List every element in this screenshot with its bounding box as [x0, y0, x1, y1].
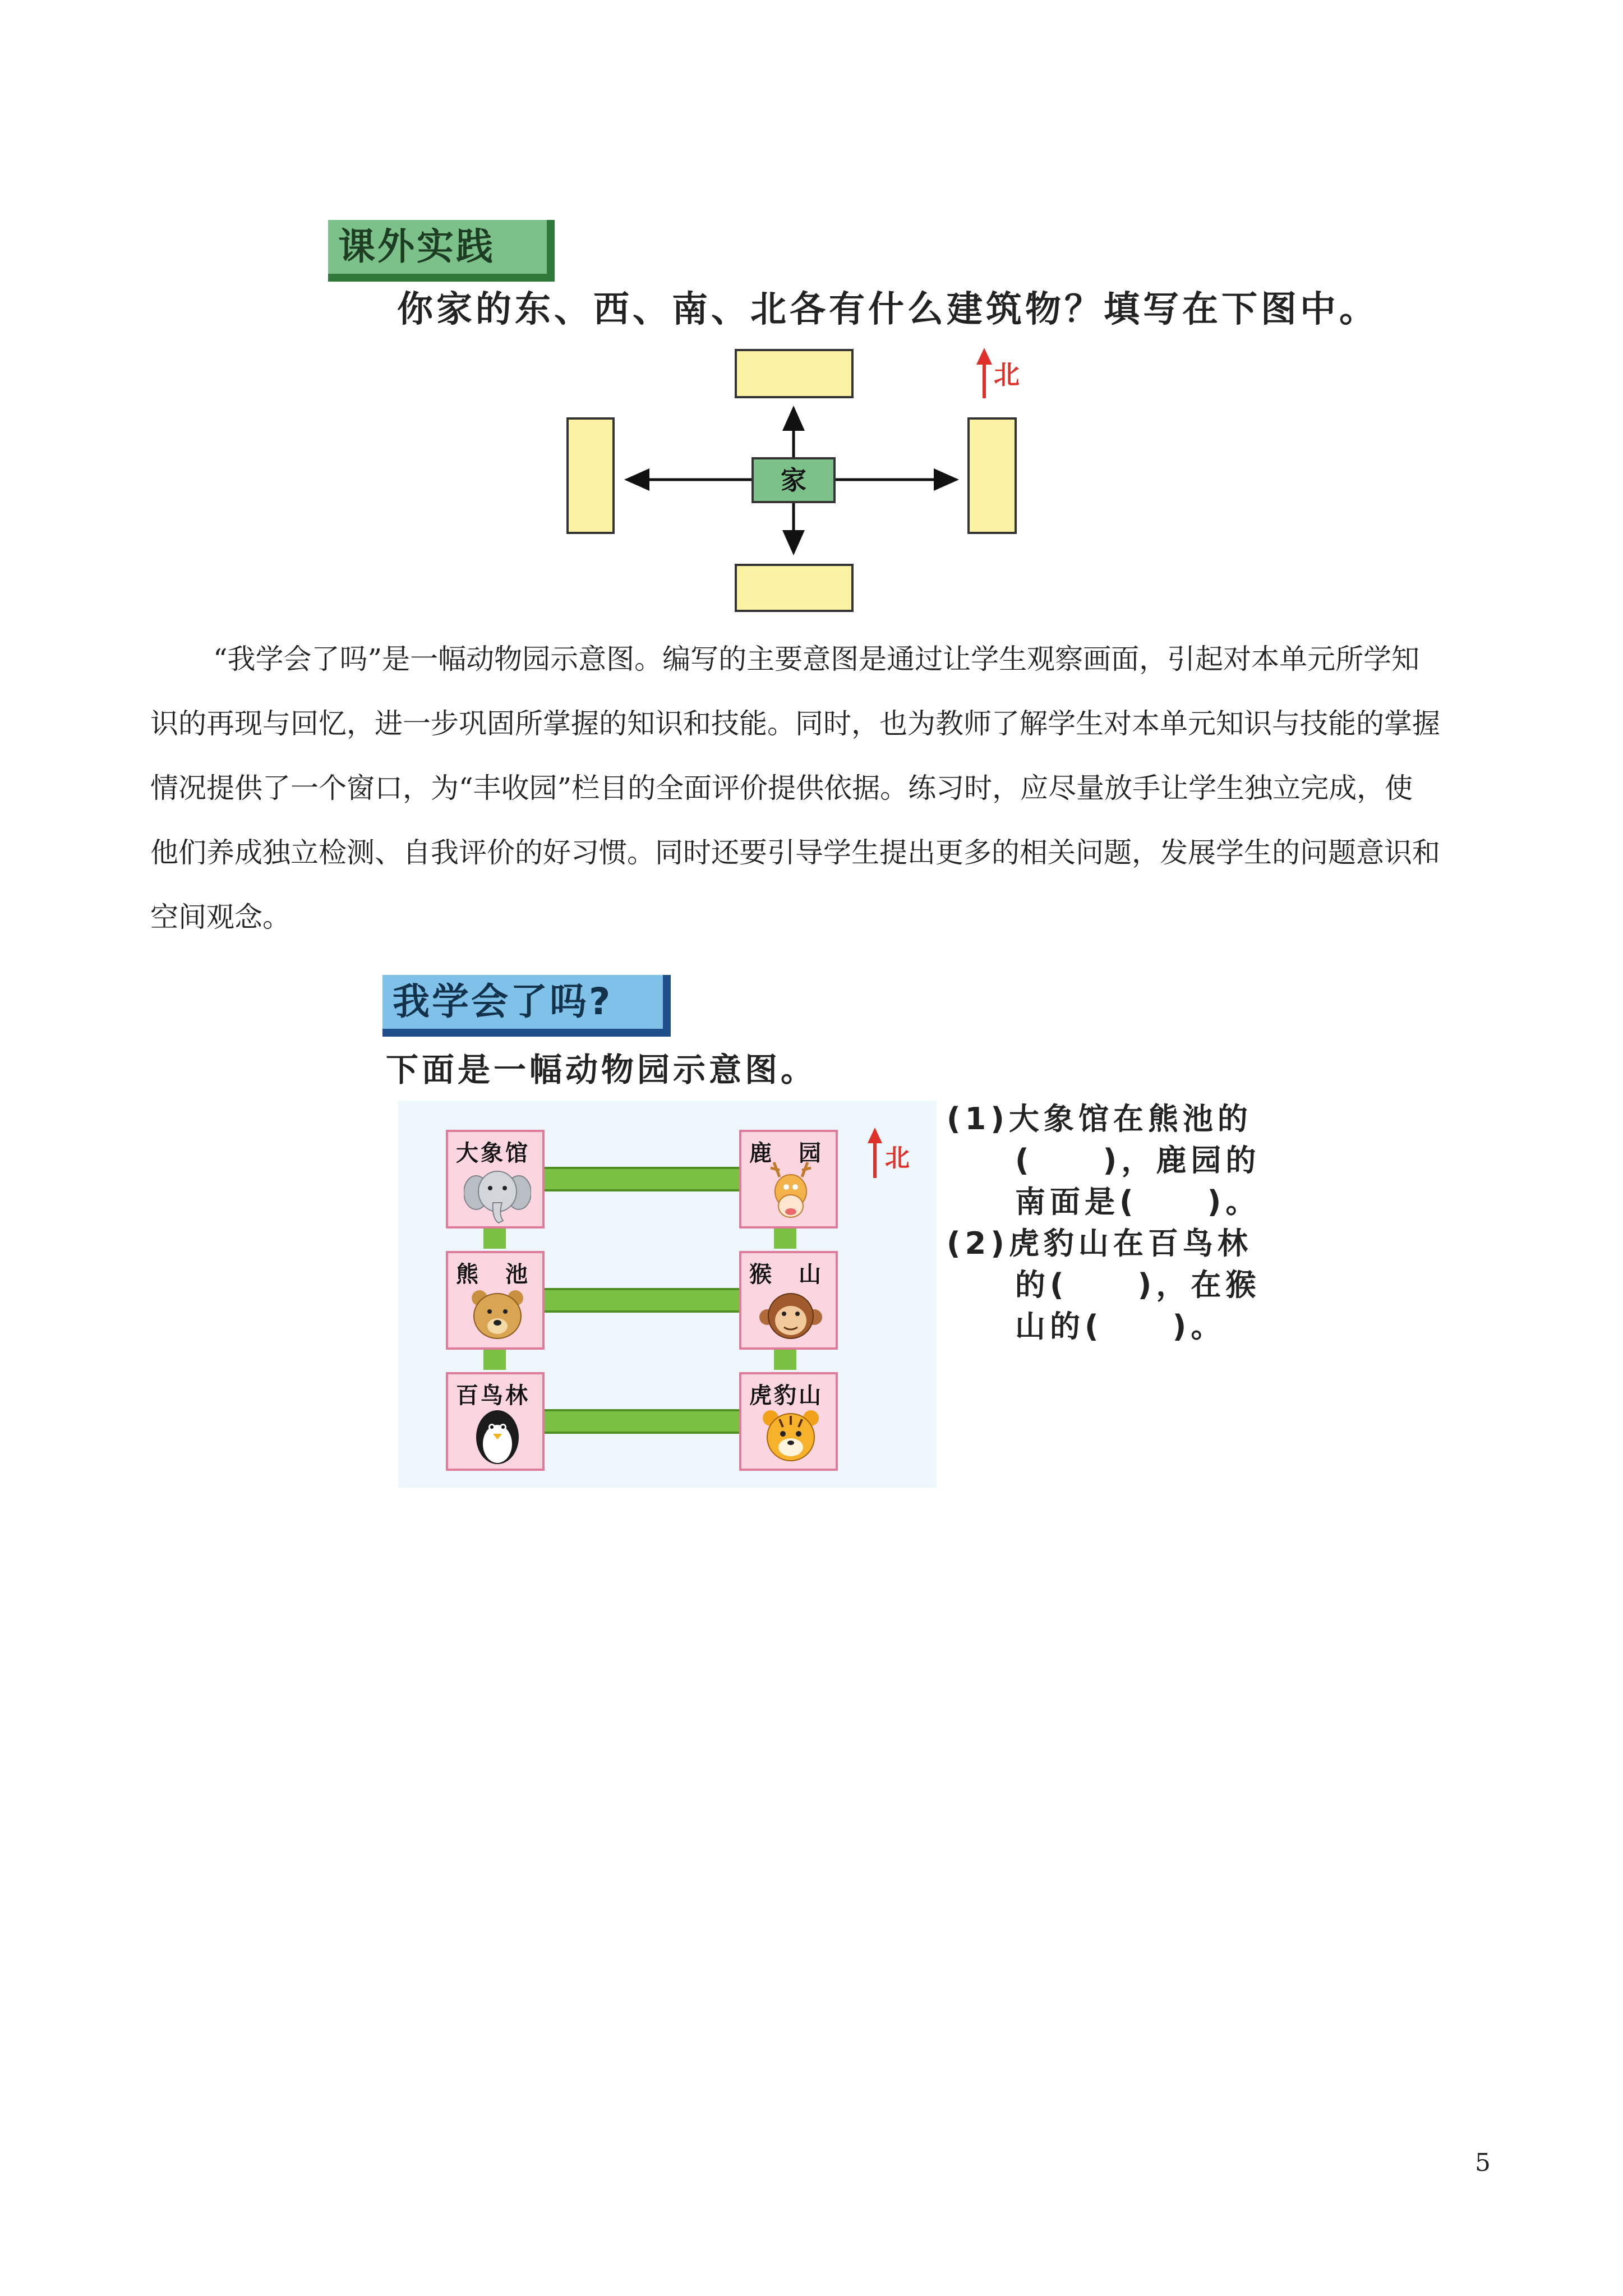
- home-box: 家: [751, 457, 836, 503]
- paragraph-line-3: 情况提供了一个窗口，为“丰收园”栏目的全面评价提供依据。练习时，应尽量放手让学生独立完成，使: [150, 772, 1413, 804]
- label-bear-pool: 熊 池: [456, 1262, 530, 1287]
- path-monkey-tiger: [774, 1350, 796, 1370]
- quiz-title: 我学会了吗?: [393, 980, 613, 1023]
- path-elephant-bear: [483, 1228, 506, 1249]
- bear-icon: [464, 1281, 531, 1347]
- paragraph-line-1: “我学会了吗”是一幅动物园示意图。编写的主要意图是通过让学生观察画面，引起对本单元所学知: [213, 643, 1420, 675]
- home-direction-arrows: [0, 0, 1623, 628]
- paragraph-line-5: 空间观念。: [150, 901, 291, 933]
- label-monkey-hill: 猴 山: [749, 1262, 823, 1287]
- label-deer-garden: 鹿 园: [749, 1140, 823, 1166]
- quiz-banner: [382, 975, 663, 1029]
- zoo-question-1-line-3: 南面是( )。: [1015, 1184, 1261, 1220]
- cell-deer-garden: [739, 1130, 838, 1228]
- label-hundred-bird-forest: 百鸟林: [456, 1383, 530, 1409]
- north-building-box[interactable]: [735, 349, 854, 398]
- east-building-box[interactable]: [967, 417, 1017, 534]
- path-deer-monkey: [774, 1228, 796, 1249]
- cell-hundred-bird-forest: [446, 1372, 545, 1471]
- cell-bear-pool: [446, 1251, 545, 1350]
- north-label: 北: [994, 360, 1020, 390]
- tiger-icon: [757, 1402, 824, 1469]
- paragraph-line-4: 他们养成独立检测、自我评价的好习惯。同时还要引导学生提出更多的相关问题，发展学生的问题意识和: [150, 836, 1440, 869]
- explanation-paragraph: [150, 627, 1479, 950]
- zoo-question-2-line-2: 的( )，在猴: [1015, 1267, 1261, 1303]
- zoo-question-2-line-1: (2)虎豹山在百鸟林: [947, 1226, 1252, 1261]
- zoo-question-2-line-3: 山的( )。: [1015, 1309, 1226, 1344]
- path-bear-bird: [483, 1350, 506, 1370]
- cell-elephant-house: [446, 1130, 545, 1228]
- deer-icon: [757, 1160, 824, 1226]
- south-building-box[interactable]: [735, 564, 854, 612]
- label-elephant-house: 大象馆: [456, 1140, 530, 1166]
- label-tiger-leopard-hill: 虎豹山: [749, 1383, 823, 1409]
- west-building-box[interactable]: [566, 417, 615, 534]
- quiz-subtitle: 下面是一幅动物园示意图。: [386, 1051, 817, 1089]
- practice-title: 课外实践: [338, 225, 495, 268]
- penguin-icon: [464, 1402, 531, 1469]
- path-bear-monkey: [544, 1288, 739, 1313]
- zoo-question-1-line-2: ( )，鹿园的: [1015, 1143, 1261, 1178]
- path-elephant-deer: [544, 1167, 739, 1191]
- elephant-icon: [464, 1160, 531, 1226]
- path-bird-tiger: [544, 1409, 739, 1434]
- monkey-icon: [757, 1281, 824, 1347]
- cell-tiger-leopard-hill: [739, 1372, 838, 1471]
- zoo-north-label: 北: [885, 1144, 910, 1172]
- page-number: 5: [1475, 2148, 1491, 2177]
- cell-monkey-hill: [739, 1251, 838, 1350]
- paragraph-line-2: 识的再现与回忆，进一步巩固所掌握的知识和技能。同时，也为教师了解学生对本单元知识与技能的掌握: [150, 707, 1440, 740]
- practice-question: 你家的东、西、南、北各有什么建筑物？填写在下图中。: [397, 289, 1378, 330]
- zoo-question-1-line-1: (1)大象馆在熊池的: [947, 1101, 1252, 1137]
- zoo-north-arrow: [866, 1126, 883, 1182]
